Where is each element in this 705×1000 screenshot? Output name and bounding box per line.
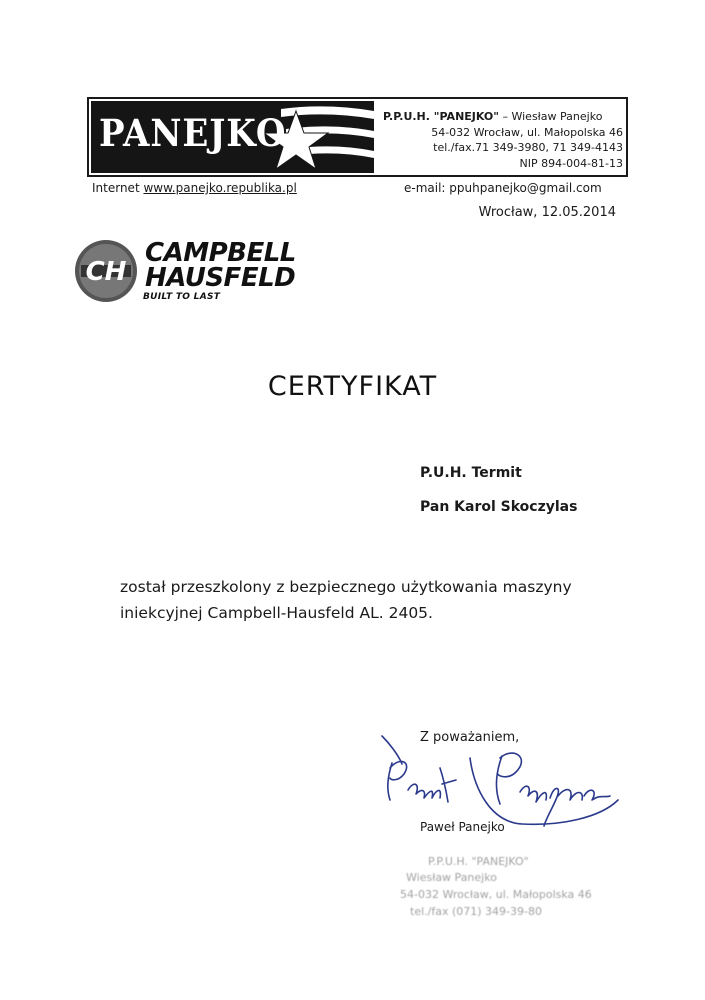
internet-line: [92, 181, 297, 195]
website-link[interactable]: www.panejko.republika.pl: [143, 181, 297, 195]
ch-word-line1: CAMPBELL: [145, 238, 296, 268]
ch-monogram: CH: [85, 257, 127, 287]
certificate-title: CERTYFIKAT: [267, 371, 438, 402]
handwritten-signature: [370, 728, 620, 828]
email-line: [404, 181, 602, 195]
signer-name: Paweł Panejko: [420, 820, 505, 834]
recipient-person: Pan Karol Skoczylas: [420, 499, 578, 515]
ch-tagline: BUILT TO LAST: [143, 292, 221, 302]
certificate-body: [120, 574, 590, 626]
stamp-line-2: Wiesław Panejko: [406, 871, 497, 884]
stamp-line-1: P.P.U.H. "PANEJKO": [428, 855, 529, 868]
company-owner: – Wiesław Panejko: [499, 110, 603, 123]
company-name-line: [383, 109, 623, 125]
body-line-2: iniekcyjnej Campbell-Hausfeld AL. 2405.: [120, 604, 433, 622]
closing-greeting: Z poważaniem,: [420, 730, 520, 745]
stamp-line-3: 54-032 Wrocław, ul. Małopolska 46: [400, 888, 592, 901]
document-date: Wrocław, 12.05.2014: [478, 205, 616, 220]
company-stamp: [400, 855, 600, 925]
email-address[interactable]: ppuhpanejko@gmail.com: [449, 181, 602, 195]
company-phone: tel./fax.71 349-3980, 71 349-4143: [433, 141, 623, 154]
company-nip: NIP 894-004-81-13: [519, 156, 623, 170]
campbell-hausfeld-logo: [73, 232, 343, 312]
company-name: P.P.U.H. "PANEJKO": [383, 110, 499, 123]
panejko-logo: [91, 101, 374, 173]
recipient-company: P.U.H. Termit: [420, 465, 522, 481]
logo-wordmark: PANEJKO: [99, 111, 287, 155]
body-line-1: został przeszkolony z bezpiecznego użytkowania maszyny: [120, 578, 572, 596]
company-address: 54-032 Wrocław, ul. Małopolska 46: [431, 125, 623, 139]
company-info: [383, 109, 623, 171]
stamp-line-4: tel./fax (071) 349-39-80: [410, 905, 542, 918]
email-label: e-mail:: [404, 181, 450, 195]
internet-label: Internet: [92, 181, 144, 195]
ch-word-line2: HAUSFELD: [145, 263, 296, 293]
ch-monogram-icon: [73, 238, 139, 304]
